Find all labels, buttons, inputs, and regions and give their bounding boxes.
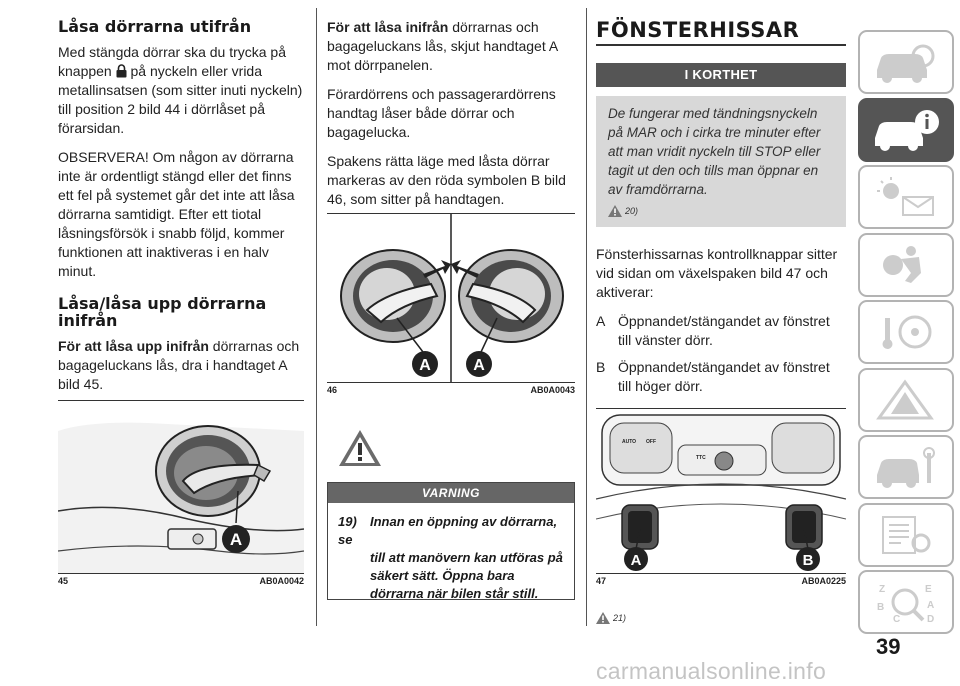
bottom-reference — [596, 612, 626, 624]
padlock-icon — [116, 64, 127, 78]
svg-text:A: A — [927, 600, 935, 611]
svg-text:Z: Z — [879, 584, 886, 595]
figure-caption — [327, 382, 575, 395]
figure-45 — [58, 400, 304, 586]
warning-triangle-icon — [608, 205, 622, 217]
paragraph-lock-inside — [327, 18, 575, 75]
ttc-button-label: TTC — [696, 455, 706, 461]
paragraph-lock-outside — [58, 43, 304, 138]
warning-number: 19) — [338, 514, 357, 529]
summary-box — [596, 96, 846, 227]
figure-46 — [327, 213, 575, 395]
sun-envelope-icon — [871, 175, 941, 219]
figure-caption — [596, 573, 846, 586]
callout-label-a: A — [630, 552, 642, 569]
airbag-person-icon — [871, 243, 941, 287]
warning-triangle-icon — [337, 428, 383, 473]
tab-lights-messages[interactable] — [858, 165, 954, 229]
paragraph-text: på nyckeln eller vrida metallinsatsen (som sitter inuti nyckeln) till position 2 bild 44 i dörrlåset på förarsidan. — [58, 63, 303, 136]
page-number: 39 — [876, 634, 901, 659]
tab-maintenance[interactable] — [858, 435, 954, 499]
warning-box — [327, 482, 575, 600]
warning-line: Innan en öppning av dörrarna, se — [338, 514, 558, 547]
alphabet-index-icon — [871, 580, 941, 624]
tab-car-info[interactable] — [858, 98, 954, 162]
summary-title: I KORTHET — [596, 63, 846, 87]
list-item — [596, 312, 846, 350]
list-item — [596, 358, 846, 396]
callout-label-b: B — [802, 552, 814, 569]
callout-label-a-right: A — [473, 357, 485, 374]
door-handles-illustration — [327, 214, 575, 382]
chapter-tabs — [858, 30, 954, 638]
svg-text:C: C — [893, 614, 901, 624]
figure-code: AB0A0225 — [801, 576, 846, 586]
svg-text:D: D — [927, 614, 935, 624]
car-wrench-icon — [871, 445, 941, 489]
warning-triangle-icon — [596, 612, 610, 624]
tab-index[interactable] — [858, 570, 954, 634]
section-heading-lock-inside: Låsa/låsa upp dörrarna inifrån — [58, 294, 267, 330]
checklist-gear-icon — [871, 513, 941, 557]
figure-caption — [58, 573, 304, 586]
svg-text:B: B — [877, 602, 885, 613]
auto-button-label: AUTO — [622, 439, 637, 445]
warning-text — [328, 503, 574, 603]
paragraph-note: OBSERVERA! Om någon av dörrarna inte är ordentligt stängd eller det finns ett fel på systemet går det inte att låsa dörrarna samtidigt. Efter ett tiotal låsningsförsök i snabb följd, kommer funktionen att inaktiveras i en halv minut. — [58, 149, 295, 279]
warning-line: till att manövern kan utföras på säkert sätt. Öppna bara dörrarna när bilen står still. — [370, 550, 563, 601]
paragraph-text: Med stängda dörrar ska du trycka på knappen — [58, 44, 287, 79]
tab-safety[interactable] — [858, 233, 954, 297]
paragraph-text: dörrarnas och bagageluckans lås, dra i handtaget A bild 45. — [58, 338, 300, 392]
section-heading-lock-outside: Låsa dörrarna utifrån — [58, 17, 252, 36]
car-info-icon — [871, 108, 941, 152]
svg-text:E: E — [925, 584, 932, 595]
paragraph-text: dörrarnas och bagageluckans lås, skjut handtaget A mot dörrpanelen. — [327, 19, 558, 73]
list-item-label: B — [596, 359, 606, 375]
paragraph-unlock-inside — [58, 337, 304, 394]
column-divider — [586, 8, 587, 626]
figure-code: AB0A0043 — [530, 385, 575, 395]
title-rule — [596, 44, 846, 46]
bold-lead: För att låsa inifrån — [327, 19, 449, 35]
chapter-title: FÖNSTERHISSAR — [596, 18, 800, 42]
column-right — [596, 18, 846, 623]
tab-starting-driving[interactable] — [858, 300, 954, 364]
callout-label-a-left: A — [419, 357, 431, 374]
off-button-label: OFF — [646, 439, 656, 445]
summary-reference — [608, 205, 836, 217]
paragraph-window-controls: Fönsterhissarnas kontrollknappar sitter vid sidan om växelspaken bild 47 och aktiverar: — [596, 246, 838, 300]
figure-number: 46 — [327, 385, 338, 395]
column-divider — [316, 8, 317, 626]
door-handle-illustration — [58, 401, 304, 573]
paragraph-handles: Förardörrens och passagerardörrens handtag låser både dörrar och bagagelucka. — [327, 86, 556, 140]
bold-lead: För att låsa upp inifrån — [58, 338, 209, 354]
column-middle — [327, 18, 575, 601]
reference-number: 20) — [625, 206, 639, 216]
figure-code: AB0A0042 — [259, 576, 304, 586]
car-warning-icon — [871, 40, 941, 84]
list-item-label: A — [596, 313, 606, 329]
window-switch-illustration — [596, 409, 846, 573]
warning-triangle-icon — [871, 378, 941, 422]
figure-number: 47 — [596, 576, 607, 586]
tab-technical-data[interactable] — [858, 503, 954, 567]
warning-title: VARNING — [328, 483, 574, 503]
list-item-text: Öppnandet/stängandet av fönstret till vänster dörr. — [618, 313, 830, 348]
steering-key-icon — [871, 310, 941, 354]
tab-car-warning[interactable] — [858, 30, 954, 94]
figure-number: 45 — [58, 576, 69, 586]
paragraph-lever-position: Spakens rätta läge med låsta dörrar markeras av den röda symbolen B bild 46, som sitter på handtagen. — [327, 153, 566, 207]
watermark: carmanualsonline.info — [596, 658, 827, 684]
column-left — [58, 17, 304, 586]
tab-emergency[interactable] — [858, 368, 954, 432]
reference-number: 21) — [613, 613, 627, 623]
figure-47 — [596, 408, 846, 586]
list-item-text: Öppnandet/stängandet av fönstret till höger dörr. — [618, 359, 830, 394]
summary-text: De fungerar med tändningsnyckeln på MAR och i cirka tre minuter efter att man vridit nyckeln till STOP eller tagit ut den och tills man öppnar en av framdörrarna. — [608, 106, 821, 197]
callout-label-a: A — [229, 530, 243, 549]
